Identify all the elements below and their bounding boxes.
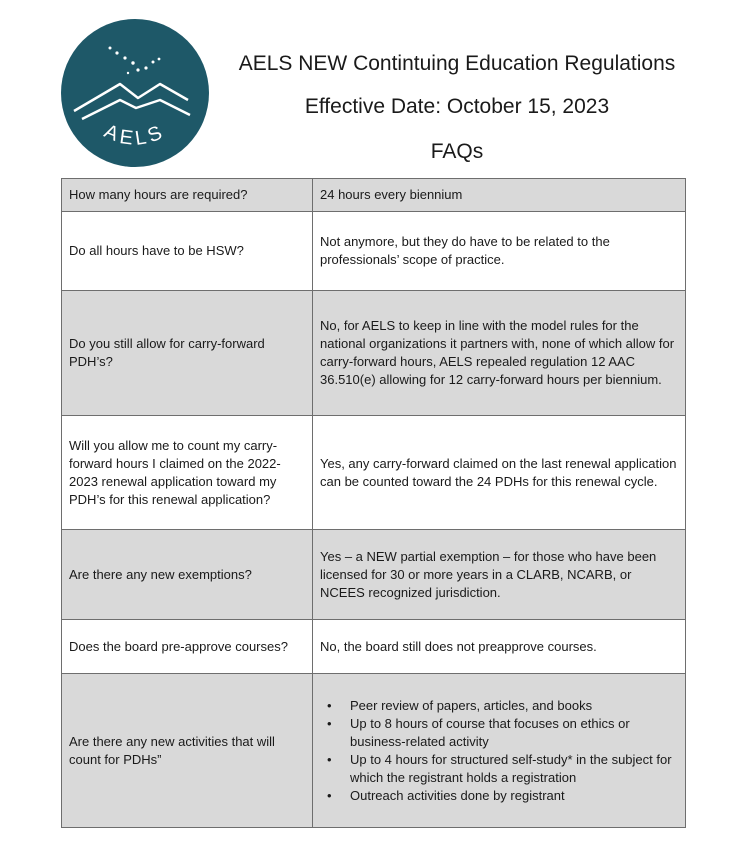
faq-answer: Not anymore, but they do have to be related to the professionals’ scope of practice. <box>313 212 686 291</box>
faq-question: How many hours are required? <box>62 179 313 212</box>
faq-row <box>62 212 686 291</box>
faq-answer: 24 hours every biennium <box>313 179 686 212</box>
new-activities-list <box>320 697 678 805</box>
faq-question: Are there any new activities that will count for PDHs” <box>62 674 313 828</box>
faq-row <box>62 620 686 674</box>
faq-answer <box>313 674 686 828</box>
faq-answer: Yes – a NEW partial exemption – for those who have been licensed for 30 or more years in a CLARB, NCARB, or NCEES recognized jurisdiction. <box>313 530 686 620</box>
effective-date: Effective Date: October 15, 2023 <box>304 95 610 118</box>
faq-row <box>62 179 686 212</box>
faq-row <box>62 530 686 620</box>
faq-question: Does the board pre-approve courses? <box>62 620 313 674</box>
faq-question: Do all hours have to be HSW? <box>62 212 313 291</box>
faq-table <box>61 178 686 828</box>
faq-answer: Yes, any carry-forward claimed on the last renewal application can be counted toward the 24 PDHs for this renewal cycle. <box>313 416 686 530</box>
logo-text: AELS <box>100 120 170 151</box>
faq-row <box>62 674 686 828</box>
aels-logo <box>60 18 210 168</box>
faq-heading: FAQs <box>430 140 484 163</box>
faq-question: Will you allow me to count my carry-forward hours I claimed on the 2022-2023 renewal application toward my PDH’s for this renewal application? <box>62 416 313 530</box>
list-item: • Up to 8 hours of course that focuses on ethics or business-related activity <box>350 715 678 751</box>
faq-question: Are there any new exemptions? <box>62 530 313 620</box>
faq-question: Do you still allow for carry-forward PDH’s? <box>62 291 313 416</box>
faq-answer: No, for AELS to keep in line with the model rules for the national organizations it partners with, none of which allow for carry-forward hours, AELS repealed regulation 12 AAC 36.510(e) allowing for 12 carry-forward hours per biennium. <box>313 291 686 416</box>
list-item: • Up to 4 hours for structured self-study* in the subject for which the registrant holds a registration <box>350 751 678 787</box>
document-title: AELS NEW Contintuing Education Regulations <box>238 52 676 75</box>
list-item: • Outreach activities done by registrant <box>350 787 678 805</box>
faq-row <box>62 416 686 530</box>
faq-answer: No, the board still does not preapprove courses. <box>313 620 686 674</box>
list-item: • Peer review of papers, articles, and books <box>350 697 678 715</box>
faq-row <box>62 291 686 416</box>
